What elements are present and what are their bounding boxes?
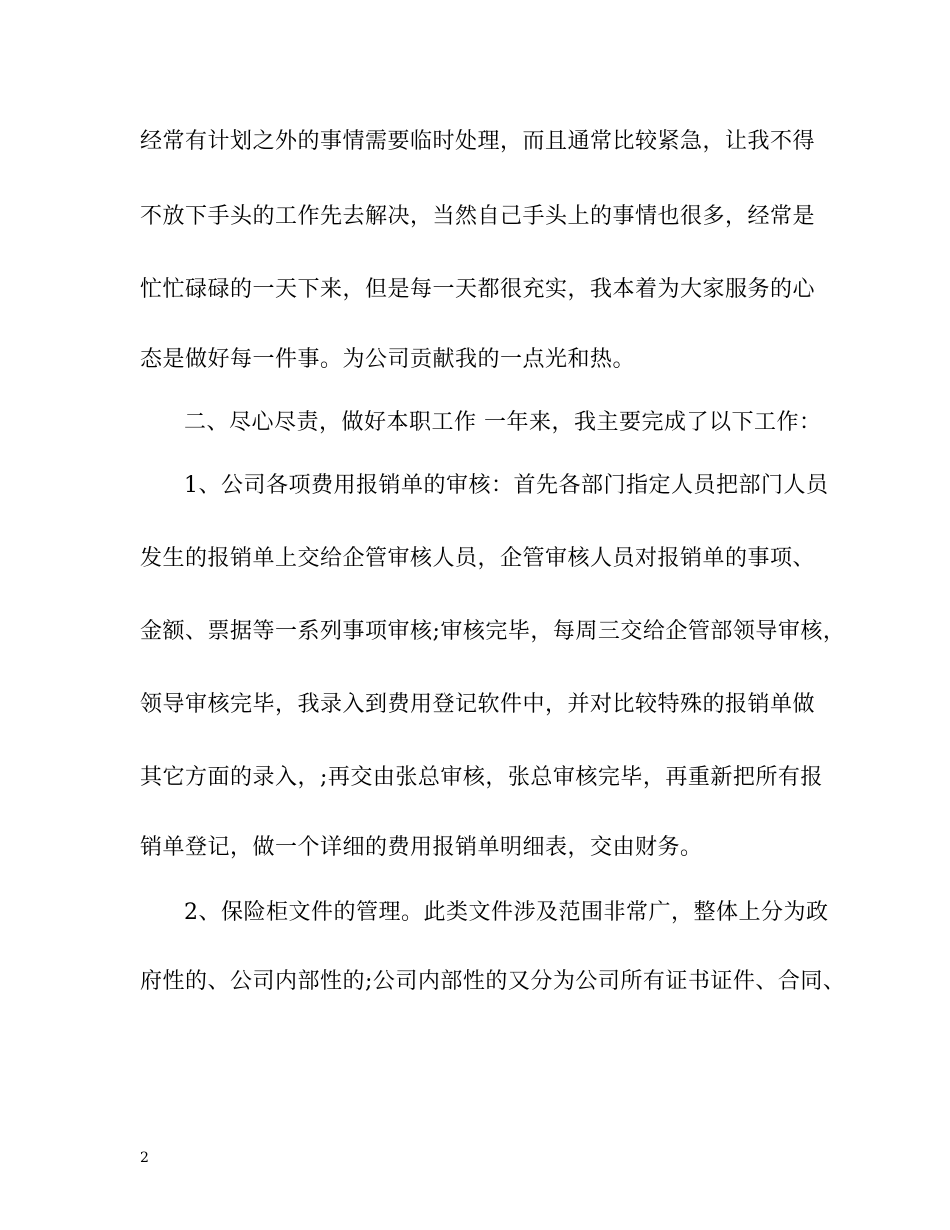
text-line: 不放下手头的工作先去解决，当然自己手头上的事情也很多，经常是 [140, 204, 816, 229]
text-line: 发生的报销单上交给企管审核人员，企管审核人员对报销单的事项、 [140, 546, 816, 571]
text-line: 忙忙碌碌的一天下来，但是每一天都很充实，我本着为大家服务的心 [140, 277, 816, 302]
text-line: 1、公司各项费用报销单的审核：首先各部门指定人员把部门人员 [184, 473, 829, 498]
text-line: 其它方面的录入，;再交由张总审核，张总审核完毕，再重新把所有报 [140, 765, 823, 790]
text-line: 经常有计划之外的事情需要临时处理，而且通常比较紧急，让我不得 [140, 129, 816, 154]
section-heading: 二、尽心尽责，做好本职工作 一年来，我主要完成了以下工作： [184, 410, 822, 435]
text-line: 态是做好每一件事。为公司贡献我的一点光和热。 [140, 347, 636, 372]
text-line: 销单登记，做一个详细的费用报销单明细表，交由财务。 [140, 835, 703, 860]
page-number: 2 [140, 1150, 149, 1166]
text-line: 2、保险柜文件的管理。此类文件涉及范围非常广，整体上分为政 [184, 900, 829, 925]
text-line: 领导审核完毕，我录入到费用登记软件中，并对比较特殊的报销单做 [140, 692, 816, 717]
text-line: 府性的、公司内部性的;公司内部性的又分为公司所有证书证件、合同、 [140, 969, 846, 994]
text-line: 金额、票据等一系列事项审核;审核完毕，每周三交给企管部领导审核， [140, 619, 846, 644]
